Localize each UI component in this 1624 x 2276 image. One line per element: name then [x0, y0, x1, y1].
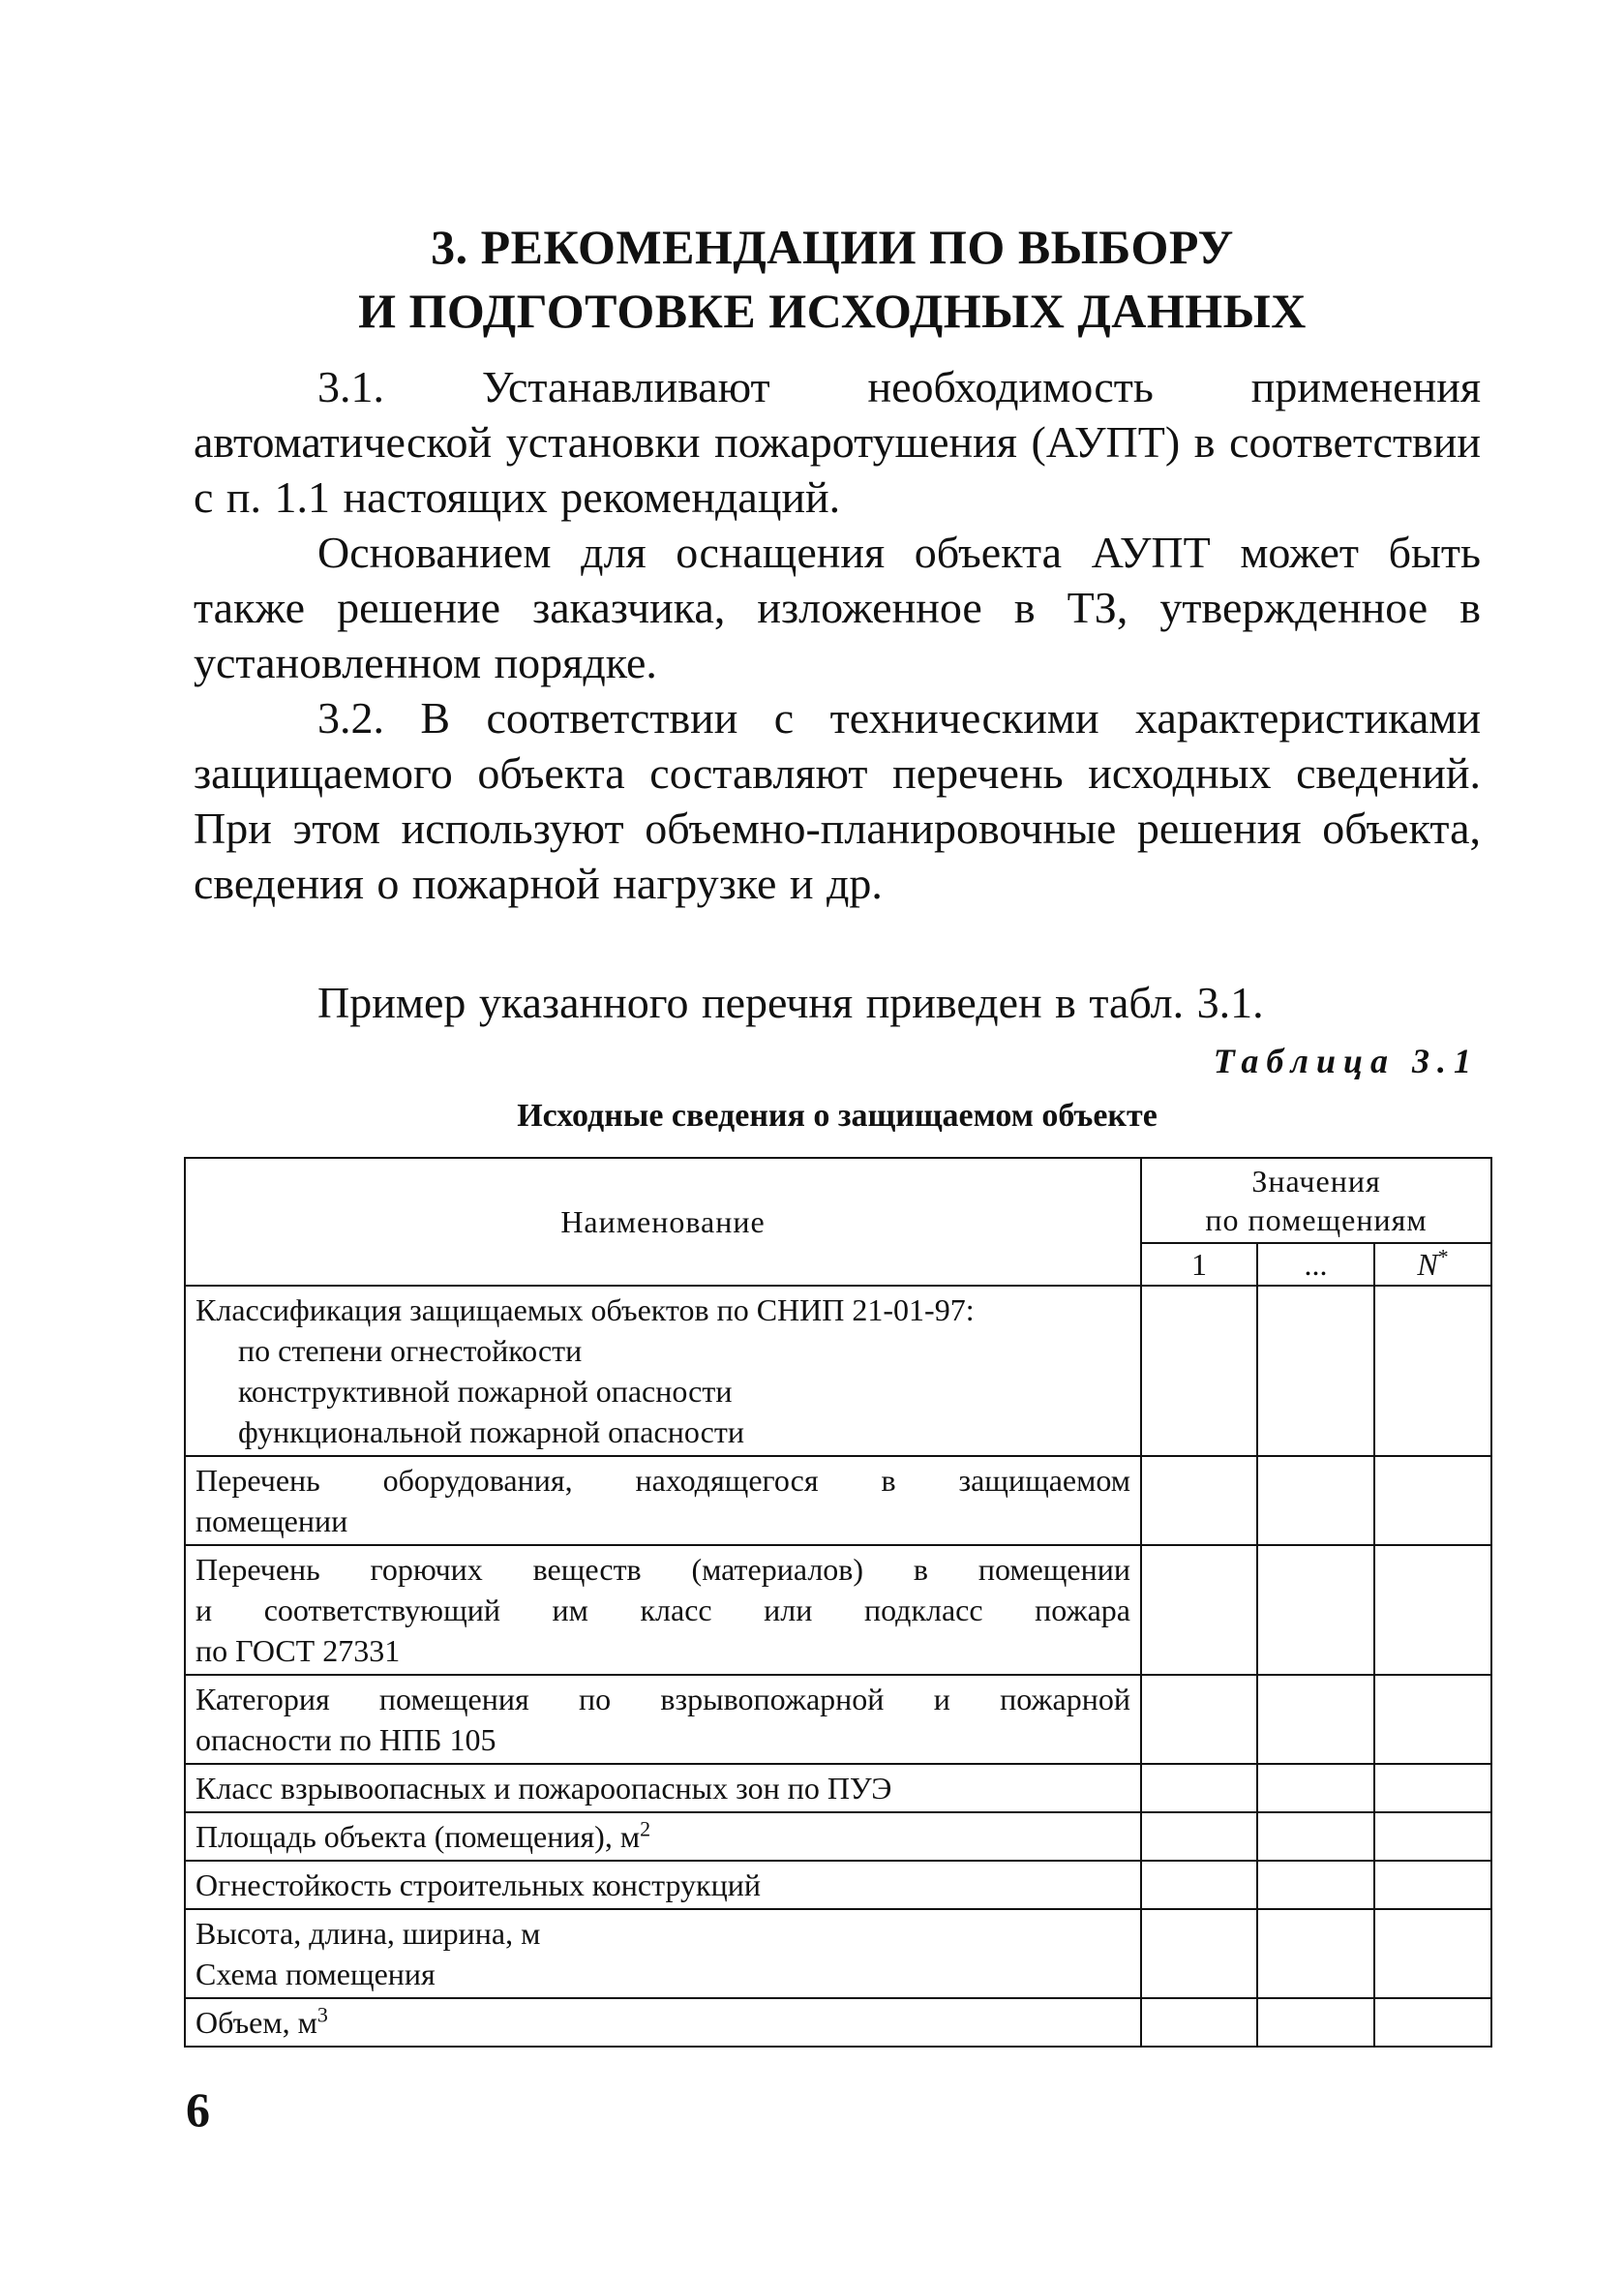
cell-line	[195, 1816, 1130, 1857]
table-row	[185, 1764, 1491, 1812]
cell-line: помещении	[195, 1503, 348, 1538]
cell-line	[195, 2002, 1130, 2043]
table-row	[185, 1545, 1491, 1675]
value-cell	[1257, 1861, 1374, 1909]
header-col-n-letter: N	[1417, 1247, 1438, 1282]
value-cell	[1141, 1675, 1257, 1764]
value-cell	[1374, 1861, 1491, 1909]
value-cell	[1257, 1998, 1374, 2047]
value-cell	[1141, 1286, 1257, 1456]
table-row	[185, 1861, 1491, 1909]
cell-line: Перечень горючих веществ (материалов) в помещении	[195, 1552, 1130, 1587]
value-cell	[1141, 1545, 1257, 1675]
table-header-row	[185, 1158, 1491, 1243]
table-row	[185, 1909, 1491, 1998]
cell-line: по ГОСТ 27331	[195, 1633, 401, 1668]
row-zone-class	[185, 1764, 1141, 1812]
table-row	[185, 1286, 1491, 1456]
page-number: 6	[186, 2082, 210, 2137]
row-equipment	[185, 1456, 1141, 1545]
cell-line: по степени огнестойкости	[238, 1333, 583, 1368]
value-cell	[1257, 1812, 1374, 1861]
header-col-n	[1374, 1243, 1491, 1286]
cell-line: Огнестойкость строительных конструкций	[195, 1867, 761, 1902]
header-col-ellipsis: ...	[1257, 1243, 1374, 1286]
value-cell	[1141, 1764, 1257, 1812]
header-col-n-mark: *	[1437, 1244, 1449, 1269]
cell-line: и соответствующий им класс или подкласс пожара	[195, 1593, 1130, 1627]
paragraph-basis: Основанием для оснащения объекта АУПТ может быть также решение заказчика, изложенное в ТЗ, утвержденное в установленном порядке.	[194, 528, 1481, 687]
table-label: Таблица 3.1	[1213, 1042, 1479, 1080]
area-unit-power: 2	[640, 1816, 651, 1841]
value-cell	[1374, 1286, 1491, 1456]
value-cell	[1374, 1675, 1491, 1764]
volume-text: Объем, м	[195, 2005, 317, 2040]
header-name: Наименование	[185, 1158, 1141, 1286]
section-heading-line-1: 3. РЕКОМЕНДАЦИИ ПО ВЫБОРУ	[431, 220, 1234, 274]
value-cell	[1257, 1909, 1374, 1998]
table-row	[185, 1812, 1491, 1861]
row-combustibles	[185, 1545, 1141, 1675]
value-cell	[1257, 1545, 1374, 1675]
value-cell	[1257, 1675, 1374, 1764]
row-dimensions	[185, 1909, 1141, 1998]
value-cell	[1141, 1998, 1257, 2047]
section-heading-line-2: И ПОДГОТОВКЕ ИСХОДНЫХ ДАННЫХ	[358, 284, 1307, 338]
value-cell	[1141, 1909, 1257, 1998]
header-values-line-2: по помещениям	[1205, 1202, 1428, 1237]
value-cell	[1374, 1998, 1491, 2047]
row-fire-resistance	[185, 1861, 1141, 1909]
value-cell	[1374, 1764, 1491, 1812]
table-row	[185, 1998, 1491, 2047]
header-values	[1141, 1158, 1491, 1243]
value-cell	[1374, 1545, 1491, 1675]
cell-line: Перечень оборудования, находящегося в защищаемом	[195, 1463, 1130, 1498]
source-data-table	[184, 1157, 1492, 2048]
row-classification	[185, 1286, 1141, 1456]
cell-line: опасности по НПБ 105	[195, 1722, 496, 1757]
row-area	[185, 1812, 1141, 1861]
value-cell	[1141, 1812, 1257, 1861]
section-heading	[194, 215, 1471, 343]
cell-line: конструктивной пожарной опасности	[238, 1374, 733, 1409]
value-cell	[1141, 1456, 1257, 1545]
table-title: Исходные сведения о защищаемом объекте	[517, 1098, 1158, 1134]
cell-line: Схема помещения	[195, 1957, 436, 1991]
value-cell	[1257, 1456, 1374, 1545]
row-volume	[185, 1998, 1141, 2047]
area-text: Площадь объекта (помещения), м	[195, 1819, 641, 1854]
value-cell	[1257, 1764, 1374, 1812]
paragraph-3-1: 3.1. Устанавливают необходимость применения автоматической установки пожаротушения (АУПТ) в соответствии с п. 1.1 настоящих рекомендаций.	[194, 362, 1481, 522]
header-col-1: 1	[1141, 1243, 1257, 1286]
volume-unit-power: 3	[316, 2002, 328, 2027]
cell-line: функциональной пожарной опасности	[238, 1414, 744, 1449]
value-cell	[1374, 1456, 1491, 1545]
value-cell	[1374, 1909, 1491, 1998]
cell-line: Классификация защищаемых объектов по СНИП 21-01-97:	[195, 1292, 975, 1327]
paragraph-example: Пример указанного перечня приведен в табл. 3.1.	[317, 978, 1264, 1027]
paragraph-3-2: 3.2. В соответствии с техническими характеристиками защищаемого объекта составляют перечень исходных сведений. При этом используют объемно-планировочные решения объекта, сведения о пожарной нагрузке и др.	[194, 693, 1481, 908]
cell-line: Высота, длина, ширина, м	[195, 1916, 541, 1951]
value-cell	[1141, 1861, 1257, 1909]
row-category	[185, 1675, 1141, 1764]
table-row	[185, 1675, 1491, 1764]
value-cell	[1257, 1286, 1374, 1456]
cell-line: Категория помещения по взрывопожарной и пожарной	[195, 1682, 1130, 1716]
header-values-line-1: Значения	[1251, 1164, 1381, 1199]
cell-line: Класс взрывоопасных и пожароопасных зон по ПУЭ	[195, 1771, 892, 1806]
value-cell	[1374, 1812, 1491, 1861]
table-row	[185, 1456, 1491, 1545]
